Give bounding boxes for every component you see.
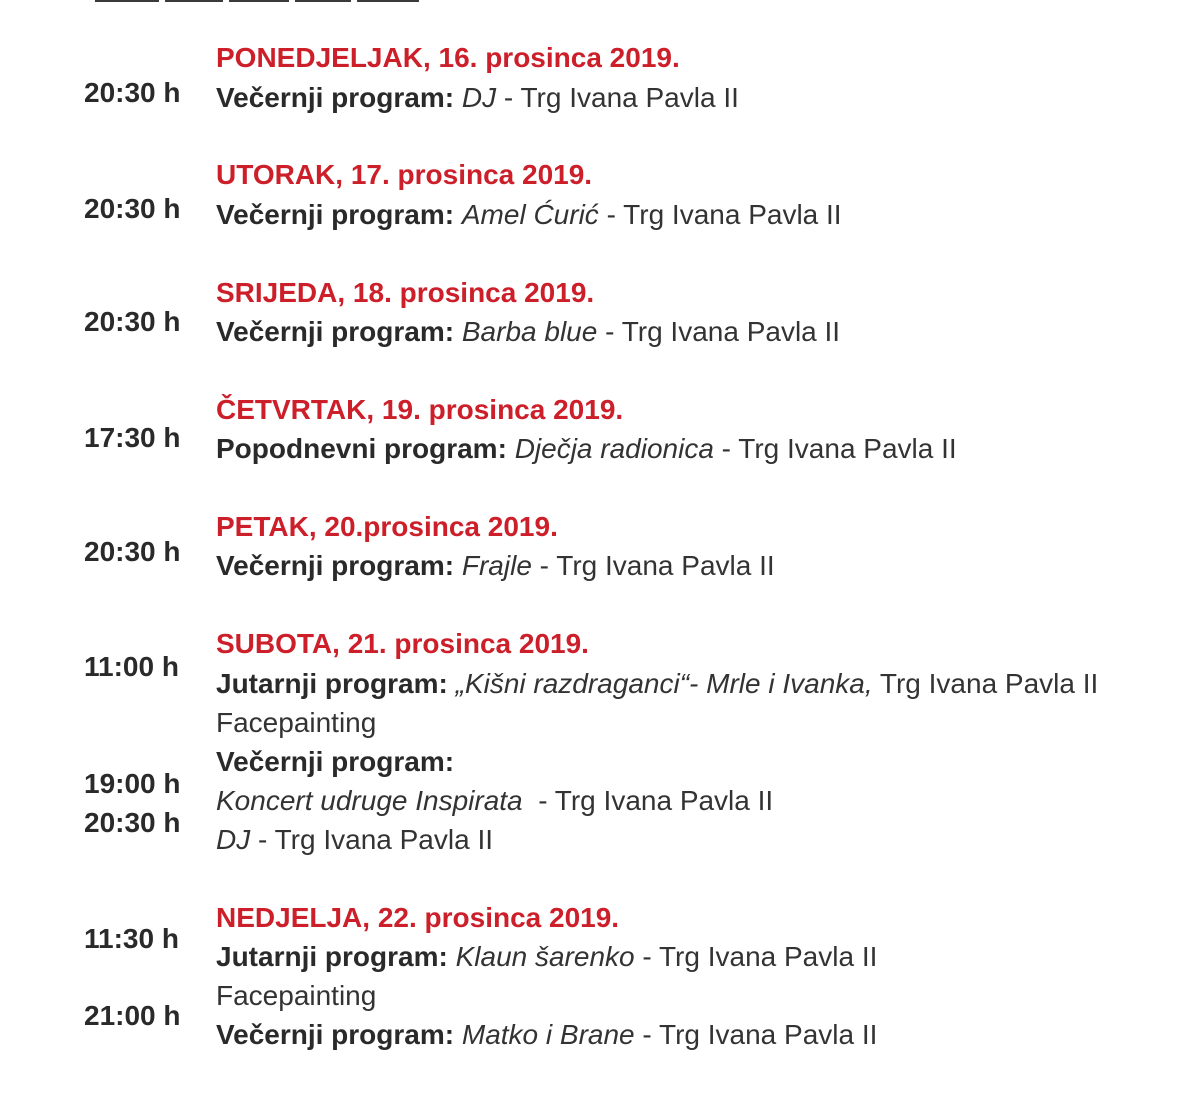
- event-time: 20:30 h: [84, 536, 181, 567]
- event-date: UTORAK, 17. prosinca 2019.: [216, 159, 593, 190]
- cropped-title: [95, 0, 495, 8]
- event-time: 11:30 h: [84, 923, 179, 954]
- performer-name: Amel Ćurić: [461, 199, 599, 230]
- program-line: [216, 746, 454, 778]
- program-label: Jutarnji program:: [216, 668, 448, 699]
- program-label: Večernji program:: [216, 199, 455, 230]
- program-label: Večernji program:: [216, 316, 455, 347]
- venue-text: - Trg Ivana Pavla II: [531, 550, 775, 581]
- program-label: Večernji program:: [216, 82, 455, 113]
- program-line: [216, 82, 739, 114]
- venue-text: - Trg Ivana Pavla II: [496, 82, 739, 113]
- venue-text: - Trg Ivana Pavla II: [250, 824, 494, 855]
- venue-text: - Trg Ivana Pavla II: [598, 199, 842, 230]
- program-line: [216, 668, 1098, 700]
- venue-text: Trg Ivana Pavla II: [872, 668, 1099, 699]
- performer-name: Barba blue: [461, 316, 598, 347]
- event-time: 11:00 h: [84, 651, 179, 682]
- program-line: [216, 707, 376, 739]
- event-date: PONEDJELJAK, 16. prosinca 2019.: [216, 42, 680, 73]
- performer-name: Matko i Brane: [461, 1019, 635, 1050]
- program-label: Popodnevni program:: [216, 433, 507, 464]
- program-label: Večernji program:: [216, 746, 455, 777]
- performer-name: Dječja radionica: [514, 433, 714, 464]
- performer-name: Klaun šarenko: [455, 941, 635, 972]
- program-line: [216, 785, 773, 817]
- program-label: Jutarnji program:: [216, 941, 448, 972]
- program-line: [216, 316, 840, 348]
- event-time: 21:00 h: [84, 1000, 181, 1031]
- event-time: 20:30 h: [84, 306, 181, 337]
- program-line: [216, 824, 493, 856]
- performer-name: „Kišni razdraganci“- Mrle i Ivanka,: [455, 668, 873, 699]
- performer-name: DJ: [216, 824, 251, 855]
- program-line: [216, 980, 376, 1012]
- event-date: SRIJEDA, 18. prosinca 2019.: [216, 277, 595, 308]
- program-note: Facepainting: [216, 707, 377, 738]
- venue-text: - Trg Ivana Pavla II: [522, 785, 774, 816]
- event-time: 20:30 h: [84, 807, 181, 838]
- event-date: NEDJELJA, 22. prosinca 2019.: [216, 902, 620, 933]
- venue-text: - Trg Ivana Pavla II: [634, 941, 878, 972]
- program-line: [216, 550, 775, 582]
- program-line: [216, 433, 957, 465]
- performer-name: DJ: [461, 82, 497, 113]
- event-time: 17:30 h: [84, 422, 181, 453]
- event-time: 20:30 h: [84, 193, 181, 224]
- program-line: [216, 941, 877, 973]
- program-note: Facepainting: [216, 980, 377, 1011]
- event-date: ČETVRTAK, 19. prosinca 2019.: [216, 394, 624, 425]
- event-time: 19:00 h: [84, 768, 181, 799]
- performer-name: Koncert udruge Inspirata: [216, 785, 523, 816]
- venue-text: - Trg Ivana Pavla II: [634, 1019, 878, 1050]
- program-label: Večernji program:: [216, 1019, 455, 1050]
- event-date: PETAK, 20.prosinca 2019.: [216, 511, 558, 542]
- program-line: [216, 1019, 877, 1051]
- program-label: Večernji program:: [216, 550, 455, 581]
- event-time: 20:30 h: [84, 77, 181, 108]
- event-date: SUBOTA, 21. prosinca 2019.: [216, 628, 589, 659]
- venue-text: - Trg Ivana Pavla II: [713, 433, 957, 464]
- venue-text: - Trg Ivana Pavla II: [597, 316, 841, 347]
- performer-name: Frajle: [461, 550, 532, 581]
- program-line: [216, 199, 842, 231]
